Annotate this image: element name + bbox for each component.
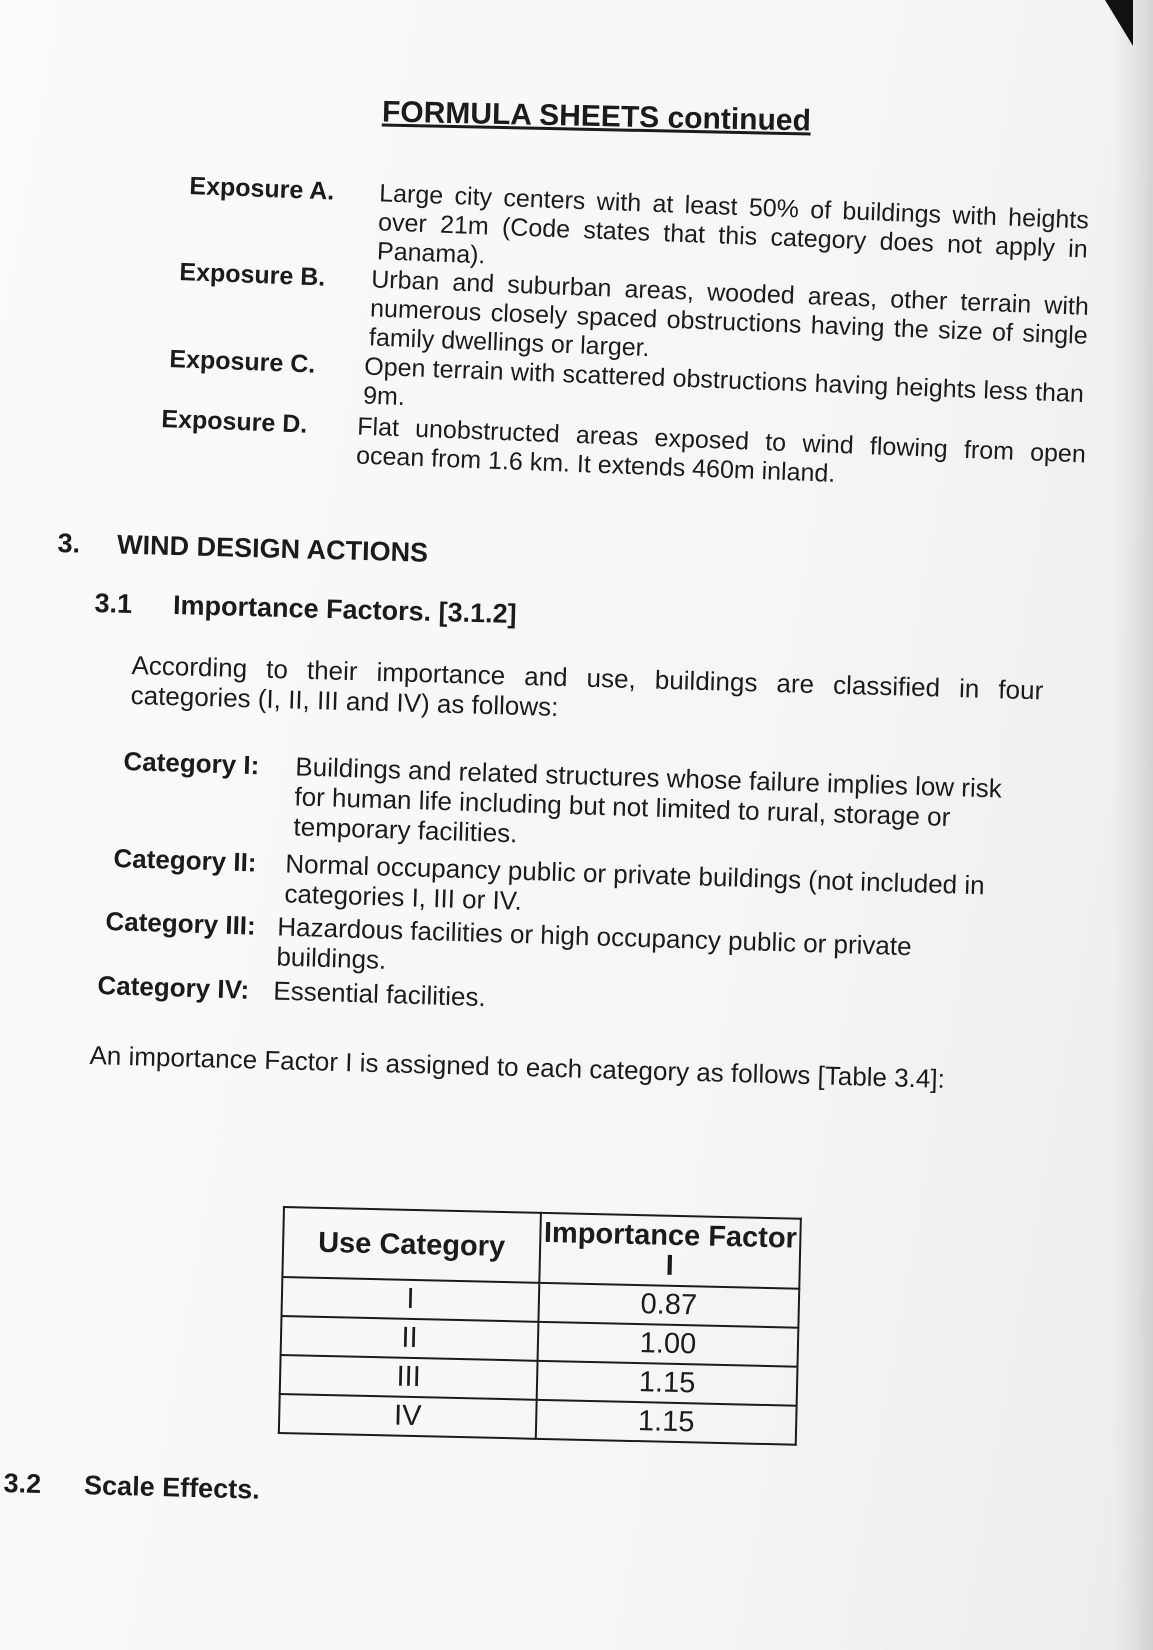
intro-paragraph: According to their importance and use, buildings are classified in four categories (I, II, III and IV) as follows:	[130, 650, 1044, 722]
section-3-heading	[57, 528, 428, 569]
section-title: Importance Factors. [3.1.2]	[172, 590, 518, 630]
exposure-label: Exposure C.	[168, 345, 316, 379]
category-text: Hazardous facilities or high occupancy public or private buildings.	[276, 911, 913, 975]
section-title: Scale Effects.	[83, 1470, 261, 1505]
section-number: 3.1	[94, 588, 133, 619]
section-title: WIND DESIGN ACTIONS	[116, 529, 429, 568]
exposure-label: Exposure A.	[188, 172, 335, 206]
category-label: Category II:	[113, 843, 257, 878]
exposure-label: Exposure B.	[178, 258, 326, 292]
folded-corner	[1105, 0, 1133, 46]
section-3-2-heading	[3, 1468, 260, 1506]
factor-intro-paragraph: An importance Factor I is assigned to each category as follows [Table 3.4]:	[89, 1040, 946, 1094]
category-text: Buildings and related structures whose failure implies low risk for human life including but not limited to rural, storage or temporary facilities.	[293, 751, 1003, 849]
page-edge-shadow	[1113, 0, 1153, 1650]
table-cell-category: III	[280, 1355, 538, 1400]
page-title: FORMULA SHEETS continued	[381, 95, 812, 138]
category-label: Category III:	[105, 906, 257, 941]
section-number: 3.2	[3, 1468, 42, 1499]
table-cell-category: II	[281, 1316, 539, 1361]
table-header-row	[282, 1207, 800, 1289]
table-cell-factor: 1.15	[536, 1400, 797, 1445]
category-i	[123, 746, 1024, 849]
importance-factor-table	[278, 1206, 802, 1446]
exposure-a	[188, 172, 1090, 270]
table-cell-category: I	[282, 1277, 540, 1322]
table-cell-factor: 1.00	[538, 1322, 799, 1367]
table-cell-category: IV	[279, 1394, 537, 1439]
exposure-label: Exposure D.	[160, 405, 308, 439]
table-header-importance-factor: Importance Factor I	[539, 1213, 801, 1289]
exposure-text: Large city centers with at least 50% of buildings with heights over 21m (Code states that this category does not apply in Panama).	[376, 179, 1090, 270]
table-cell-factor: 0.87	[538, 1283, 799, 1328]
table-cell-factor: 1.15	[537, 1361, 798, 1406]
exposure-text: Open terrain with scattered obstructions having heights less than 9m.	[362, 352, 1085, 412]
category-label: Category IV:	[97, 970, 250, 1005]
category-text: Essential facilities.	[272, 975, 487, 1013]
exposure-text: Flat unobstructed areas exposed to wind flowing from open ocean from 1.6 km. It extends 460m inland.	[355, 412, 1087, 488]
table-header-use-category: Use Category	[282, 1207, 541, 1283]
category-label: Category I:	[123, 746, 260, 781]
section-number: 3.	[57, 528, 81, 559]
category-text: Normal occupancy public or private buildings (not included in categories I, III or IV.	[284, 848, 986, 916]
exposure-text: Urban and suburban areas, wooded areas, other terrain with numerous closely spaced obstructions having the size of single family dwellings or larger.	[368, 265, 1090, 363]
section-3-1-heading	[94, 588, 517, 630]
